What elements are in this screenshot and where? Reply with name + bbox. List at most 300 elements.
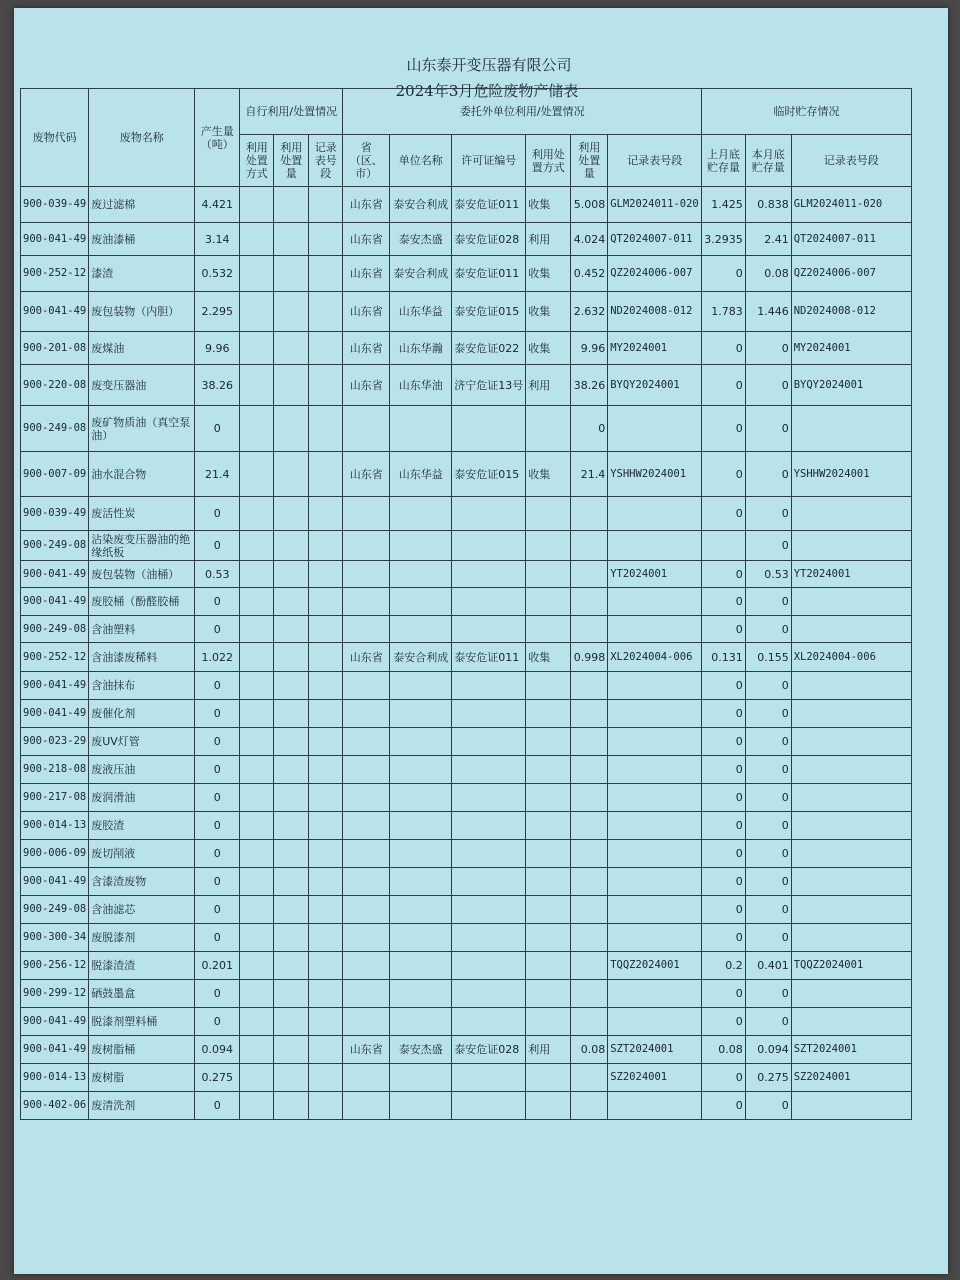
unit-cell (390, 1092, 452, 1120)
province-cell (343, 924, 390, 952)
code-cell: 900-249-08 (21, 896, 89, 924)
header-row-1 (21, 89, 912, 135)
this-month-cell: 0 (745, 1008, 791, 1036)
province-cell (343, 1092, 390, 1120)
self-record-cell (309, 812, 343, 840)
unit-cell (390, 980, 452, 1008)
amount-cell (571, 1008, 608, 1036)
self-amount-cell (274, 840, 309, 868)
code-cell: 900-300-34 (21, 924, 89, 952)
self-amount-cell (274, 1092, 309, 1120)
method-cell: 收集 (526, 643, 571, 672)
province-cell (343, 497, 390, 531)
province-cell: 山东省 (343, 256, 390, 292)
header-self-amount: 利用处置量 (274, 135, 309, 187)
output-cell: 1.022 (195, 643, 240, 672)
storage-record-cell (791, 756, 911, 784)
self-amount-cell (274, 187, 309, 223)
self-record-cell (309, 406, 343, 452)
unit-cell (390, 497, 452, 531)
method-cell (526, 896, 571, 924)
self-method-cell (240, 365, 274, 406)
record-cell (608, 868, 702, 896)
code-cell: 900-249-08 (21, 531, 89, 561)
this-month-cell: 0 (745, 332, 791, 365)
self-amount-cell (274, 756, 309, 784)
unit-cell (390, 616, 452, 643)
output-cell: 0 (195, 497, 240, 531)
method-cell (526, 840, 571, 868)
record-cell (608, 616, 702, 643)
unit-cell: 泰安杰盛 (390, 1036, 452, 1064)
self-record-cell (309, 952, 343, 980)
amount-cell (571, 700, 608, 728)
last-month-cell: 0 (702, 588, 746, 616)
table-row (21, 784, 912, 812)
table-row (21, 365, 912, 406)
this-month-cell: 0.08 (745, 256, 791, 292)
license-cell: 泰安危证022 (452, 332, 526, 365)
self-method-cell (240, 1036, 274, 1064)
self-amount-cell (274, 672, 309, 700)
this-month-cell: 0 (745, 728, 791, 756)
self-amount-cell (274, 924, 309, 952)
last-month-cell: 1.425 (702, 187, 746, 223)
name-cell: 含油塑料 (89, 616, 195, 643)
name-cell: 含油滤芯 (89, 896, 195, 924)
table-row (21, 256, 912, 292)
name-cell: 废清洗剂 (89, 1092, 195, 1120)
method-cell (526, 1064, 571, 1092)
code-cell: 900-402-06 (21, 1092, 89, 1120)
self-method-cell (240, 588, 274, 616)
province-cell (343, 896, 390, 924)
self-record-cell (309, 332, 343, 365)
amount-cell: 0.452 (571, 256, 608, 292)
record-cell (608, 672, 702, 700)
self-method-cell (240, 672, 274, 700)
table-row (21, 223, 912, 256)
province-cell (343, 952, 390, 980)
self-amount-cell (274, 561, 309, 588)
method-cell (526, 784, 571, 812)
this-month-cell: 0.155 (745, 643, 791, 672)
self-record-cell (309, 497, 343, 531)
table-row (21, 840, 912, 868)
name-cell: 含油抹布 (89, 672, 195, 700)
license-cell (452, 896, 526, 924)
self-record-cell (309, 1008, 343, 1036)
last-month-cell: 0.08 (702, 1036, 746, 1064)
table-row (21, 616, 912, 643)
province-cell (343, 700, 390, 728)
storage-record-cell (791, 868, 911, 896)
self-method-cell (240, 497, 274, 531)
table-row (21, 452, 912, 497)
unit-cell: 泰安合利成 (390, 256, 452, 292)
province-cell: 山东省 (343, 365, 390, 406)
method-cell (526, 700, 571, 728)
self-record-cell (309, 756, 343, 784)
this-month-cell: 0 (745, 365, 791, 406)
self-method-cell (240, 643, 274, 672)
name-cell: 废矿物质油（真空泵油） (89, 406, 195, 452)
last-month-cell: 0 (702, 497, 746, 531)
code-cell: 900-014-13 (21, 1064, 89, 1092)
name-cell: 废UV灯管 (89, 728, 195, 756)
method-cell (526, 924, 571, 952)
province-cell (343, 672, 390, 700)
self-record-cell (309, 223, 343, 256)
record-cell (608, 728, 702, 756)
province-cell: 山东省 (343, 223, 390, 256)
output-cell: 0 (195, 588, 240, 616)
self-amount-cell (274, 256, 309, 292)
header-self-method: 利用处置方式 (240, 135, 274, 187)
license-cell: 泰安危证028 (452, 1036, 526, 1064)
method-cell (526, 672, 571, 700)
amount-cell: 2.632 (571, 292, 608, 332)
table-row (21, 952, 912, 980)
code-cell: 900-023-29 (21, 728, 89, 756)
storage-record-cell (791, 896, 911, 924)
method-cell (526, 868, 571, 896)
table-row (21, 332, 912, 365)
amount-cell (571, 1092, 608, 1120)
self-record-cell (309, 187, 343, 223)
name-cell: 沾染废变压器油的绝缘纸板 (89, 531, 195, 561)
header-unit-name: 单位名称 (390, 135, 452, 187)
record-cell: SZT2024001 (608, 1036, 702, 1064)
self-amount-cell (274, 452, 309, 497)
method-cell (526, 406, 571, 452)
province-cell (343, 588, 390, 616)
license-cell: 泰安危证011 (452, 187, 526, 223)
province-cell (343, 784, 390, 812)
license-cell (452, 531, 526, 561)
this-month-cell: 0 (745, 1092, 791, 1120)
self-method-cell (240, 1092, 274, 1120)
license-cell (452, 1008, 526, 1036)
amount-cell (571, 896, 608, 924)
header-storage-record: 记录表号段 (791, 135, 911, 187)
amount-cell (571, 672, 608, 700)
name-cell: 废胶渣 (89, 812, 195, 840)
storage-record-cell (791, 616, 911, 643)
record-cell: QT2024007-011 (608, 223, 702, 256)
record-cell (608, 812, 702, 840)
method-cell: 利用 (526, 223, 571, 256)
code-cell: 900-041-49 (21, 223, 89, 256)
company-title: 山东泰开变压器有限公司 (406, 56, 572, 74)
name-cell: 废液压油 (89, 756, 195, 784)
this-month-cell: 0.401 (745, 952, 791, 980)
self-amount-cell (274, 952, 309, 980)
unit-cell (390, 700, 452, 728)
record-cell: BYQY2024001 (608, 365, 702, 406)
last-month-cell: 0 (702, 756, 746, 784)
output-cell: 0 (195, 980, 240, 1008)
self-amount-cell (274, 531, 309, 561)
last-month-cell: 0.131 (702, 643, 746, 672)
this-month-cell: 0 (745, 588, 791, 616)
license-cell (452, 756, 526, 784)
license-cell (452, 784, 526, 812)
last-month-cell: 0 (702, 784, 746, 812)
table-row (21, 980, 912, 1008)
self-record-cell (309, 924, 343, 952)
header-self-group: 自行利用/处置情况 (240, 89, 343, 135)
name-cell: 废煤油 (89, 332, 195, 365)
province-cell (343, 1064, 390, 1092)
record-cell (608, 1008, 702, 1036)
output-cell: 0 (195, 924, 240, 952)
self-record-cell (309, 1092, 343, 1120)
storage-record-cell (791, 840, 911, 868)
code-cell: 900-041-49 (21, 672, 89, 700)
amount-cell: 5.008 (571, 187, 608, 223)
unit-cell: 山东华瀚 (390, 332, 452, 365)
output-cell: 21.4 (195, 452, 240, 497)
table-row (21, 756, 912, 784)
this-month-cell: 0 (745, 452, 791, 497)
amount-cell (571, 840, 608, 868)
last-month-cell: 0 (702, 812, 746, 840)
name-cell: 含油漆废稀料 (89, 643, 195, 672)
license-cell (452, 406, 526, 452)
storage-record-cell (791, 531, 911, 561)
code-cell: 900-007-09 (21, 452, 89, 497)
last-month-cell: 0 (702, 332, 746, 365)
record-cell (608, 700, 702, 728)
self-amount-cell (274, 784, 309, 812)
province-cell (343, 868, 390, 896)
table-row (21, 672, 912, 700)
storage-record-cell: XL2024004-006 (791, 643, 911, 672)
record-cell (608, 980, 702, 1008)
self-method-cell (240, 452, 274, 497)
this-month-cell: 0.275 (745, 1064, 791, 1092)
unit-cell (390, 868, 452, 896)
storage-record-cell: BYQY2024001 (791, 365, 911, 406)
output-cell: 0 (195, 756, 240, 784)
self-record-cell (309, 868, 343, 896)
last-month-cell: 0 (702, 868, 746, 896)
province-cell (343, 756, 390, 784)
province-cell (343, 728, 390, 756)
amount-cell: 21.4 (571, 452, 608, 497)
this-month-cell: 0 (745, 497, 791, 531)
this-month-cell: 0 (745, 896, 791, 924)
this-month-cell: 0 (745, 406, 791, 452)
unit-cell (390, 756, 452, 784)
storage-record-cell (791, 672, 911, 700)
table-row (21, 1064, 912, 1092)
self-amount-cell (274, 1008, 309, 1036)
self-method-cell (240, 868, 274, 896)
header-entrust-group: 委托外单位利用/处置情况 (343, 89, 702, 135)
record-cell (608, 896, 702, 924)
self-method-cell (240, 406, 274, 452)
this-month-cell: 0 (745, 980, 791, 1008)
self-amount-cell (274, 365, 309, 406)
storage-record-cell: ND2024008-012 (791, 292, 911, 332)
province-cell: 山东省 (343, 1036, 390, 1064)
self-amount-cell (274, 406, 309, 452)
output-cell: 0.094 (195, 1036, 240, 1064)
storage-record-cell: TQQZ2024001 (791, 952, 911, 980)
province-cell (343, 531, 390, 561)
license-cell: 泰安危证011 (452, 256, 526, 292)
last-month-cell: 0 (702, 616, 746, 643)
license-cell (452, 497, 526, 531)
code-cell: 900-256-12 (21, 952, 89, 980)
output-cell: 0 (195, 406, 240, 452)
license-cell (452, 700, 526, 728)
self-amount-cell (274, 1036, 309, 1064)
method-cell: 收集 (526, 332, 571, 365)
name-cell: 废润滑油 (89, 784, 195, 812)
last-month-cell: 0 (702, 728, 746, 756)
unit-cell: 泰安合利成 (390, 187, 452, 223)
license-cell (452, 728, 526, 756)
self-amount-cell (274, 223, 309, 256)
name-cell: 废变压器油 (89, 365, 195, 406)
code-cell: 900-201-08 (21, 332, 89, 365)
last-month-cell: 0 (702, 406, 746, 452)
self-record-cell (309, 672, 343, 700)
self-record-cell (309, 643, 343, 672)
header-province: 省（区、市） (343, 135, 390, 187)
name-cell: 废活性炭 (89, 497, 195, 531)
code-cell: 900-039-49 (21, 497, 89, 531)
output-cell: 3.14 (195, 223, 240, 256)
amount-cell: 0.08 (571, 1036, 608, 1064)
license-cell (452, 868, 526, 896)
record-cell (608, 588, 702, 616)
self-method-cell (240, 332, 274, 365)
code-cell: 900-249-08 (21, 616, 89, 643)
method-cell (526, 497, 571, 531)
name-cell: 脱漆渣渣 (89, 952, 195, 980)
license-cell (452, 1064, 526, 1092)
last-month-cell: 3.2935 (702, 223, 746, 256)
storage-record-cell: SZ2024001 (791, 1064, 911, 1092)
self-record-cell (309, 980, 343, 1008)
record-cell: ND2024008-012 (608, 292, 702, 332)
header-this-month: 本月底贮存量 (745, 135, 791, 187)
name-cell: 废包装物（内胆） (89, 292, 195, 332)
self-record-cell (309, 616, 343, 643)
amount-cell (571, 497, 608, 531)
code-cell: 900-249-08 (21, 406, 89, 452)
last-month-cell: 0 (702, 256, 746, 292)
self-amount-cell (274, 980, 309, 1008)
license-cell (452, 588, 526, 616)
record-cell: SZ2024001 (608, 1064, 702, 1092)
storage-record-cell (791, 728, 911, 756)
amount-cell (571, 588, 608, 616)
last-month-cell: 1.783 (702, 292, 746, 332)
self-record-cell (309, 896, 343, 924)
self-method-cell (240, 292, 274, 332)
output-cell: 0 (195, 784, 240, 812)
last-month-cell (702, 531, 746, 561)
code-cell: 900-252-12 (21, 256, 89, 292)
last-month-cell: 0 (702, 896, 746, 924)
record-cell (608, 531, 702, 561)
output-cell: 2.295 (195, 292, 240, 332)
output-cell: 0.201 (195, 952, 240, 980)
last-month-cell: 0 (702, 561, 746, 588)
name-cell: 含漆渣废物 (89, 868, 195, 896)
table-row (21, 1008, 912, 1036)
name-cell: 脱漆剂塑料桶 (89, 1008, 195, 1036)
self-record-cell (309, 728, 343, 756)
table-row (21, 1036, 912, 1064)
output-cell: 0 (195, 1092, 240, 1120)
record-cell (608, 497, 702, 531)
method-cell (526, 812, 571, 840)
self-method-cell (240, 896, 274, 924)
self-record-cell (309, 365, 343, 406)
storage-record-cell (791, 784, 911, 812)
self-record-cell (309, 292, 343, 332)
self-method-cell (240, 952, 274, 980)
province-cell (343, 840, 390, 868)
header-method: 利用处置方式 (526, 135, 571, 187)
table-row (21, 292, 912, 332)
method-cell: 收集 (526, 187, 571, 223)
unit-cell (390, 1064, 452, 1092)
storage-record-cell (791, 1092, 911, 1120)
province-cell (343, 406, 390, 452)
table-row (21, 1092, 912, 1120)
province-cell (343, 1008, 390, 1036)
output-cell: 0 (195, 700, 240, 728)
amount-cell (571, 784, 608, 812)
self-method-cell (240, 924, 274, 952)
license-cell (452, 924, 526, 952)
storage-record-cell: QT2024007-011 (791, 223, 911, 256)
self-record-cell (309, 840, 343, 868)
license-cell: 泰安危证015 (452, 452, 526, 497)
self-record-cell (309, 561, 343, 588)
province-cell: 山东省 (343, 643, 390, 672)
this-month-cell: 0 (745, 812, 791, 840)
method-cell (526, 531, 571, 561)
table-row (21, 868, 912, 896)
unit-cell: 泰安合利成 (390, 643, 452, 672)
self-amount-cell (274, 812, 309, 840)
output-cell: 0 (195, 840, 240, 868)
self-amount-cell (274, 896, 309, 924)
last-month-cell: 0 (702, 840, 746, 868)
table-row (21, 531, 912, 561)
unit-cell (390, 406, 452, 452)
self-method-cell (240, 616, 274, 643)
province-cell (343, 616, 390, 643)
storage-record-cell: YT2024001 (791, 561, 911, 588)
amount-cell (571, 952, 608, 980)
unit-cell (390, 1008, 452, 1036)
this-month-cell: 2.41 (745, 223, 791, 256)
table-row (21, 812, 912, 840)
license-cell (452, 672, 526, 700)
method-cell: 收集 (526, 292, 571, 332)
storage-record-cell (791, 406, 911, 452)
table-row (21, 187, 912, 223)
